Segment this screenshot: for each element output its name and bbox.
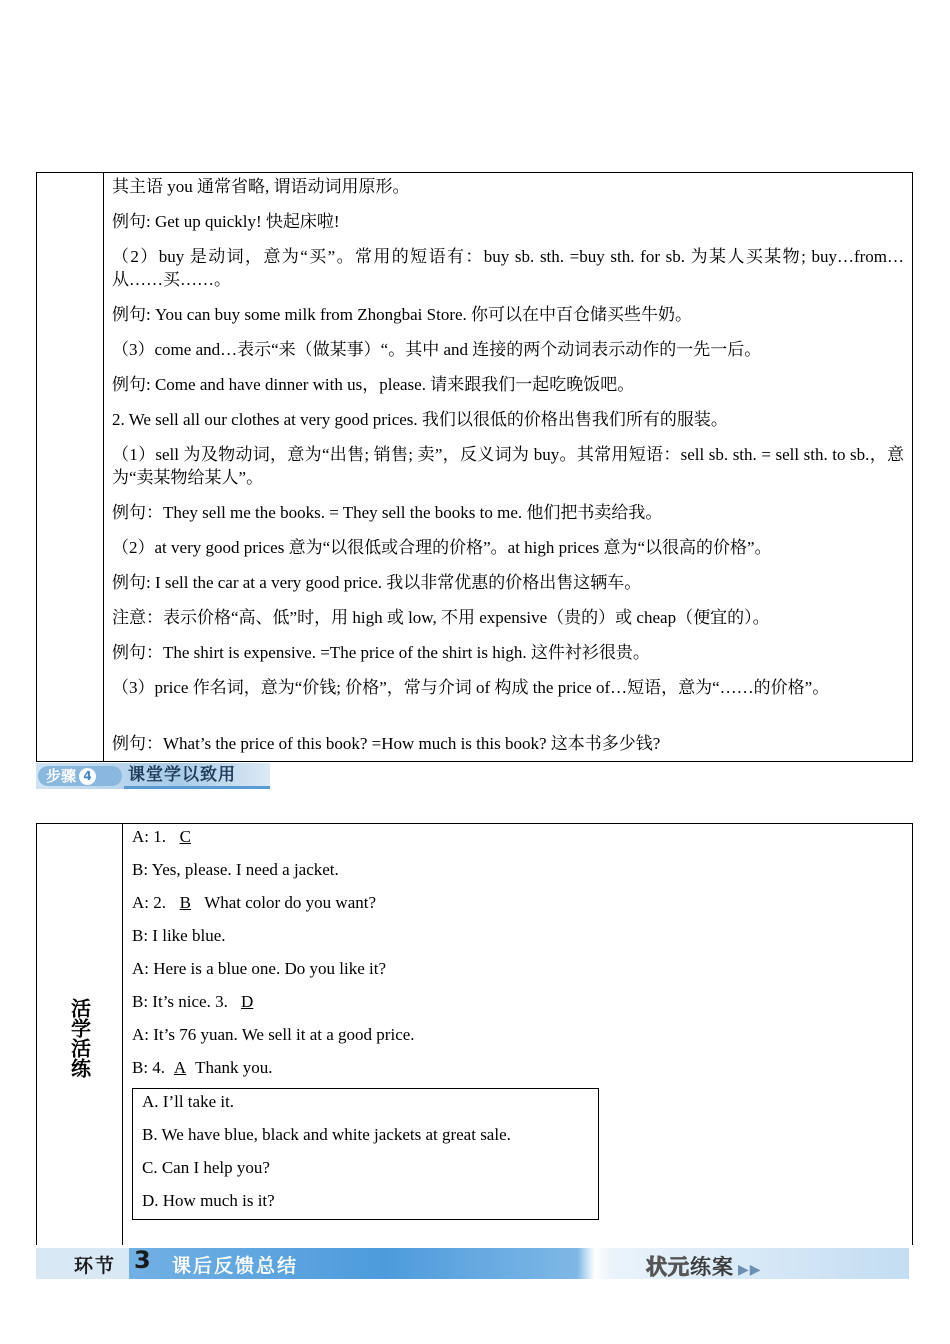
option-item: B. We have blue, black and white jackets at great sale.: [142, 1125, 511, 1144]
answer-blank: A: [173, 1058, 187, 1077]
dialog-line: B: I like blue.: [132, 926, 226, 945]
dialog-line: A: 1. C: [132, 825, 200, 848]
side-label: 活学活练: [67, 998, 92, 1078]
example-line: 例句: Come and have dinner with us，please. 请来跟我们一起吃晚饭吧。: [112, 375, 635, 394]
arrows-icon: ▶▶: [738, 1262, 762, 1278]
answer-blank: D: [240, 992, 254, 1011]
note-line: （1）sell 为及物动词，意为“出售; 销售; 卖”，反义词为 buy。其常用短语：sell sb. sth. = sell sth. to sb.，意为“卖某物给某人”。: [112, 445, 904, 487]
dialog-line: A: It’s 76 yuan. We sell it at a good price.: [132, 1025, 415, 1044]
dialog-line: B: It’s nice. 3. D: [132, 990, 262, 1013]
example-line: 例句: Get up quickly! 快起床啦!: [112, 212, 340, 231]
practice-table: [36, 823, 913, 1245]
option-item: C. Can I help you?: [142, 1158, 270, 1177]
answer-blank: B: [179, 893, 191, 912]
dialog-line: B: 4. A Thank you.: [132, 1058, 273, 1077]
note-line: （3）come and…表示“来（做某事）“。其中 and 连接的两个动词表示动作的一先一后。: [112, 340, 762, 359]
example-line: 例句：They sell me the books. = They sell the books to me. 他们把书卖给我。: [112, 503, 663, 522]
example-line: 例句：What’s the price of this book? =How much is this book? 这本书多少钱?: [112, 734, 661, 753]
note-line: 其主语 you 通常省略, 谓语动词用原形。: [112, 177, 410, 196]
note-line: （3）price 作名词，意为“价钱; 价格”，常与介词 of 构成 the price of…短语，意为“……的价格”。: [112, 678, 830, 697]
example-line: 例句: I sell the car at a very good price. 我以非常优惠的价格出售这辆车。: [112, 573, 642, 592]
section-number: 3: [134, 1246, 151, 1274]
example-line: 例句: You can buy some milk from Zhongbai Store. 你可以在中百仓储买些牛奶。: [112, 305, 693, 324]
option-item: A. I’ll take it.: [142, 1092, 235, 1111]
step-pill: [38, 766, 122, 786]
section-title: 课后反馈总结: [172, 1255, 299, 1277]
step-banner: [36, 763, 270, 789]
option-item: D. How much is it?: [142, 1191, 275, 1210]
notes-table: [36, 172, 913, 762]
options-box: [132, 1088, 599, 1220]
banner-underline: [124, 786, 270, 789]
step-title: 课堂学以致用: [128, 765, 236, 785]
note-line: （2）at very good prices 意为“以很低或合理的价格”。at high prices 意为“以很高的价格”。: [112, 538, 772, 557]
step-number: 4: [79, 768, 96, 785]
example-line: 例句：The shirt is expensive. =The price of the shirt is high. 这件衬衫很贵。: [112, 643, 650, 662]
note-line: 2. We sell all our clothes at very good prices. 我们以很低的价格出售我们所有的服装。: [112, 410, 728, 429]
brand-label: 状元练案 ▶▶: [646, 1255, 762, 1279]
note-line: （2）buy 是动词，意为“买”。常用的短语有：buy sb. sth. =buy sth. for sb. 为某人买某物; buy…from… 从……买……。: [112, 247, 904, 289]
feedback-banner: [36, 1248, 909, 1279]
answer-blank: C: [179, 827, 191, 846]
dialog-line: A: Here is a blue one. Do you like it?: [132, 959, 386, 978]
section-prefix: 环节: [74, 1255, 117, 1277]
note-line: 注意：表示价格“高、低”时，用 high 或 low, 不用 expensive（贵的）或 cheap（便宜的）。: [112, 608, 770, 627]
dialog-line: B: Yes, please. I need a jacket.: [132, 860, 339, 879]
column-divider: [103, 173, 104, 761]
column-divider: [122, 824, 123, 1245]
dialog-line: A: 2. B What color do you want?: [132, 893, 377, 912]
step-label: 步骤: [46, 767, 77, 785]
